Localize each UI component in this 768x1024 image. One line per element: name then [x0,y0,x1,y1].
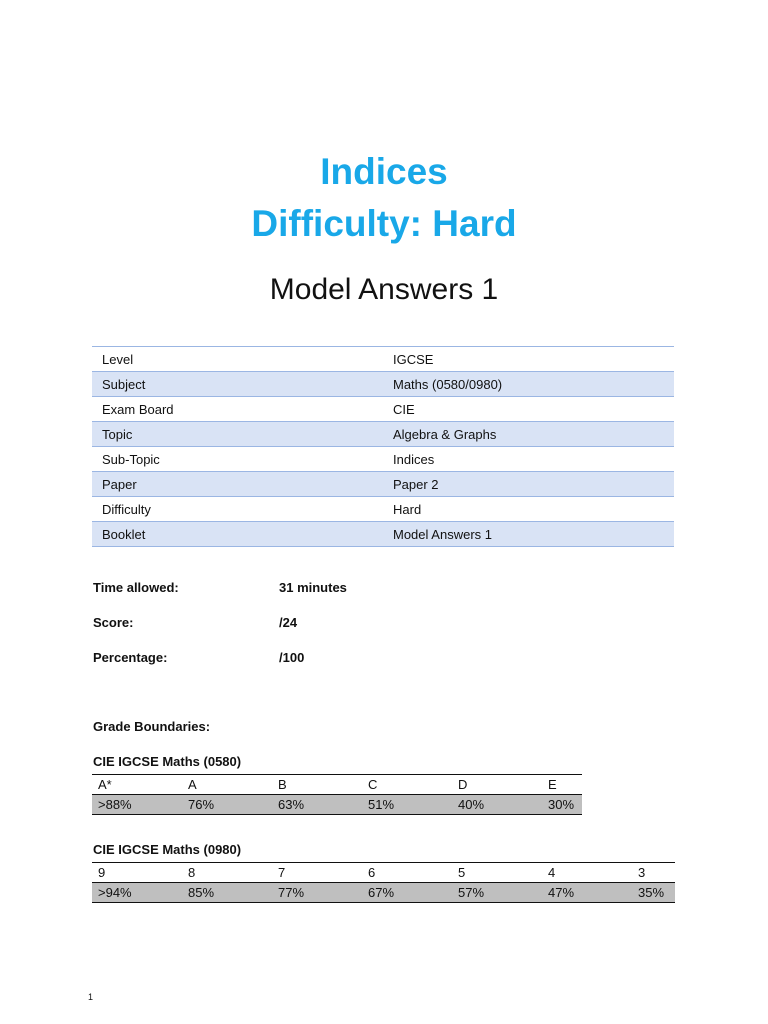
score-label: Score: [93,615,134,630]
grade-cell: 3 [632,863,675,883]
meta-row-difficulty [92,497,674,522]
grade-boundaries-heading: Grade Boundaries: [93,719,211,734]
page-number: 1 [88,992,94,1002]
meta-value: Hard [383,497,674,522]
time-allowed-label: Time allowed: [93,580,179,595]
percentage-cell: >88% [92,795,182,815]
meta-label: Topic [92,422,383,447]
meta-row-exam-board [92,397,674,422]
meta-row-topic [92,422,674,447]
score-row [93,615,298,630]
meta-label: Level [92,347,383,372]
grade-cell: 7 [272,863,362,883]
grade-cell: 5 [452,863,542,883]
meta-row-paper [92,472,674,497]
meta-row-subject [92,372,674,397]
meta-label: Sub-Topic [92,447,383,472]
grade-cell: 4 [542,863,632,883]
percentage-cell: 35% [632,883,675,903]
grade-cell: 6 [362,863,452,883]
table-0580-title: CIE IGCSE Maths (0580) [93,754,242,769]
document-subtitle: Model Answers 1 [269,273,499,306]
percentage-label: Percentage: [93,650,168,665]
percentage-cell: 51% [362,795,452,815]
percentage-row [93,650,305,665]
meta-row-level [92,347,674,372]
metadata-table [92,346,674,547]
grade-cell: C [362,775,452,795]
difficulty-title: Difficulty: Hard [251,203,517,244]
grade-row [92,863,675,883]
percentage-cell: 76% [182,795,272,815]
table-0980-title: CIE IGCSE Maths (0980) [93,842,242,857]
grade-cell: D [452,775,542,795]
meta-row-sub-topic [92,447,674,472]
percentage-row [92,795,582,815]
score-value: /24 [279,615,298,630]
percentage-cell: 40% [452,795,542,815]
grade-cell: 8 [182,863,272,883]
grade-cell: E [542,775,582,795]
percentage-value: /100 [279,650,305,665]
grade-cell: B [272,775,362,795]
meta-value: Indices [383,447,674,472]
percentage-cell: 67% [362,883,452,903]
percentage-row [92,883,675,903]
meta-label: Booklet [92,522,383,547]
grade-cell: A [182,775,272,795]
document-title: Indices [320,151,448,192]
grade-table-0580 [92,774,582,815]
meta-value: CIE [383,397,674,422]
percentage-cell: >94% [92,883,182,903]
meta-value: Maths (0580/0980) [383,372,674,397]
percentage-cell: 63% [272,795,362,815]
grade-cell: A* [92,775,182,795]
percentage-cell: 47% [542,883,632,903]
percentage-cell: 77% [272,883,362,903]
meta-label: Subject [92,372,383,397]
meta-value: Paper 2 [383,472,674,497]
time-allowed-value: 31 minutes [279,580,347,595]
grade-row [92,775,582,795]
percentage-cell: 30% [542,795,582,815]
grade-table-0980 [92,862,675,903]
meta-value: Model Answers 1 [383,522,674,547]
meta-label: Difficulty [92,497,383,522]
meta-row-booklet [92,522,674,547]
meta-value: Algebra & Graphs [383,422,674,447]
meta-label: Exam Board [92,397,383,422]
time-allowed-row [93,580,347,595]
percentage-cell: 57% [452,883,542,903]
meta-value: IGCSE [383,347,674,372]
percentage-cell: 85% [182,883,272,903]
meta-label: Paper [92,472,383,497]
grade-cell: 9 [92,863,182,883]
